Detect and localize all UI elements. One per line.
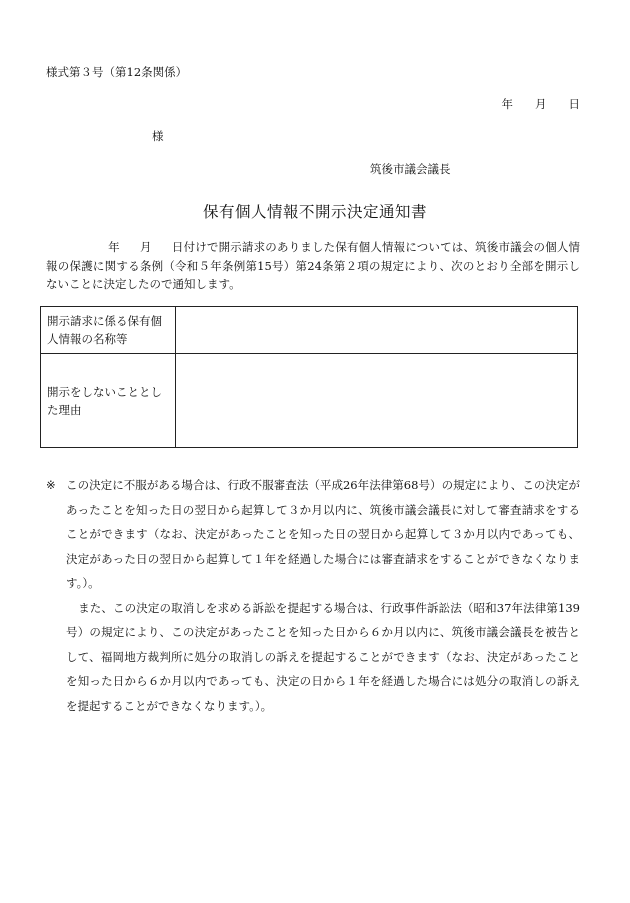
note-mark: ※ (46, 478, 56, 492)
body-month-unit: 月 (139, 240, 152, 254)
date-day-label: 日 (568, 97, 580, 111)
table-row (41, 354, 578, 448)
sender: 筑後市議会議長 (370, 162, 451, 176)
note-paragraph-appeal (46, 473, 580, 596)
document-title: 保有個人情報不開示決定通知書 (202, 203, 427, 221)
body-paragraph (46, 238, 580, 294)
table-label-info-name: 開示請求に係る保有個人情報の名称等 (41, 307, 176, 354)
table-row (41, 307, 578, 354)
note-text-lawsuit: また、この決定の取消しを求める訴訟を提起する場合は、行政事件訴訟法（昭和37年法律第139号）の規定により、この決定があったことを知った日から６か月以内に、筑後市議会議長を被告として、福岡地方裁判所に処分の取消しの訴えを提起することができます（なお、決定があったことを知った日から６か月以内であっても、決定の日から１年を経過した場合には処分の取消しの訴えを提起することができなくなります。）。 (66, 600, 580, 713)
info-table (40, 306, 578, 448)
addressee: 様 (152, 129, 164, 143)
table-label-reason: 開示をしないこととした理由 (41, 354, 176, 448)
note-paragraph-lawsuit (46, 596, 580, 719)
notes-section (46, 473, 580, 718)
form-number: 様式第３号（第12条関係） (46, 65, 188, 79)
body-text: 日付けで開示請求のありました保有個人情報については、筑後市議会の個人情報の保護に関する条例（令和５年条例第15号）第24条第２項の規定により、次のとおり全部を開示しないことに決定したので通知します。 (46, 240, 581, 291)
date-month-label: 月 (535, 97, 547, 111)
date-year-label: 年 (501, 97, 513, 111)
issue-date (502, 96, 581, 112)
note-text-appeal: この決定に不服がある場合は、行政不服審査法（平成26年法律第68号）の規定により、この決定があったことを知った日の翌日から起算して３か月以内に、筑後市議会議長に対して審査請求をすることができます（なお、決定があったことを知った日の翌日から起算して３か月以内であっても、決定があった日の翌日から起算して１年を経過した場合には審査請求をすることができなくなります。）。 (66, 478, 580, 590)
table-value-reason (176, 354, 578, 448)
table-value-info-name (176, 307, 578, 354)
body-year-unit: 年 (108, 240, 120, 254)
